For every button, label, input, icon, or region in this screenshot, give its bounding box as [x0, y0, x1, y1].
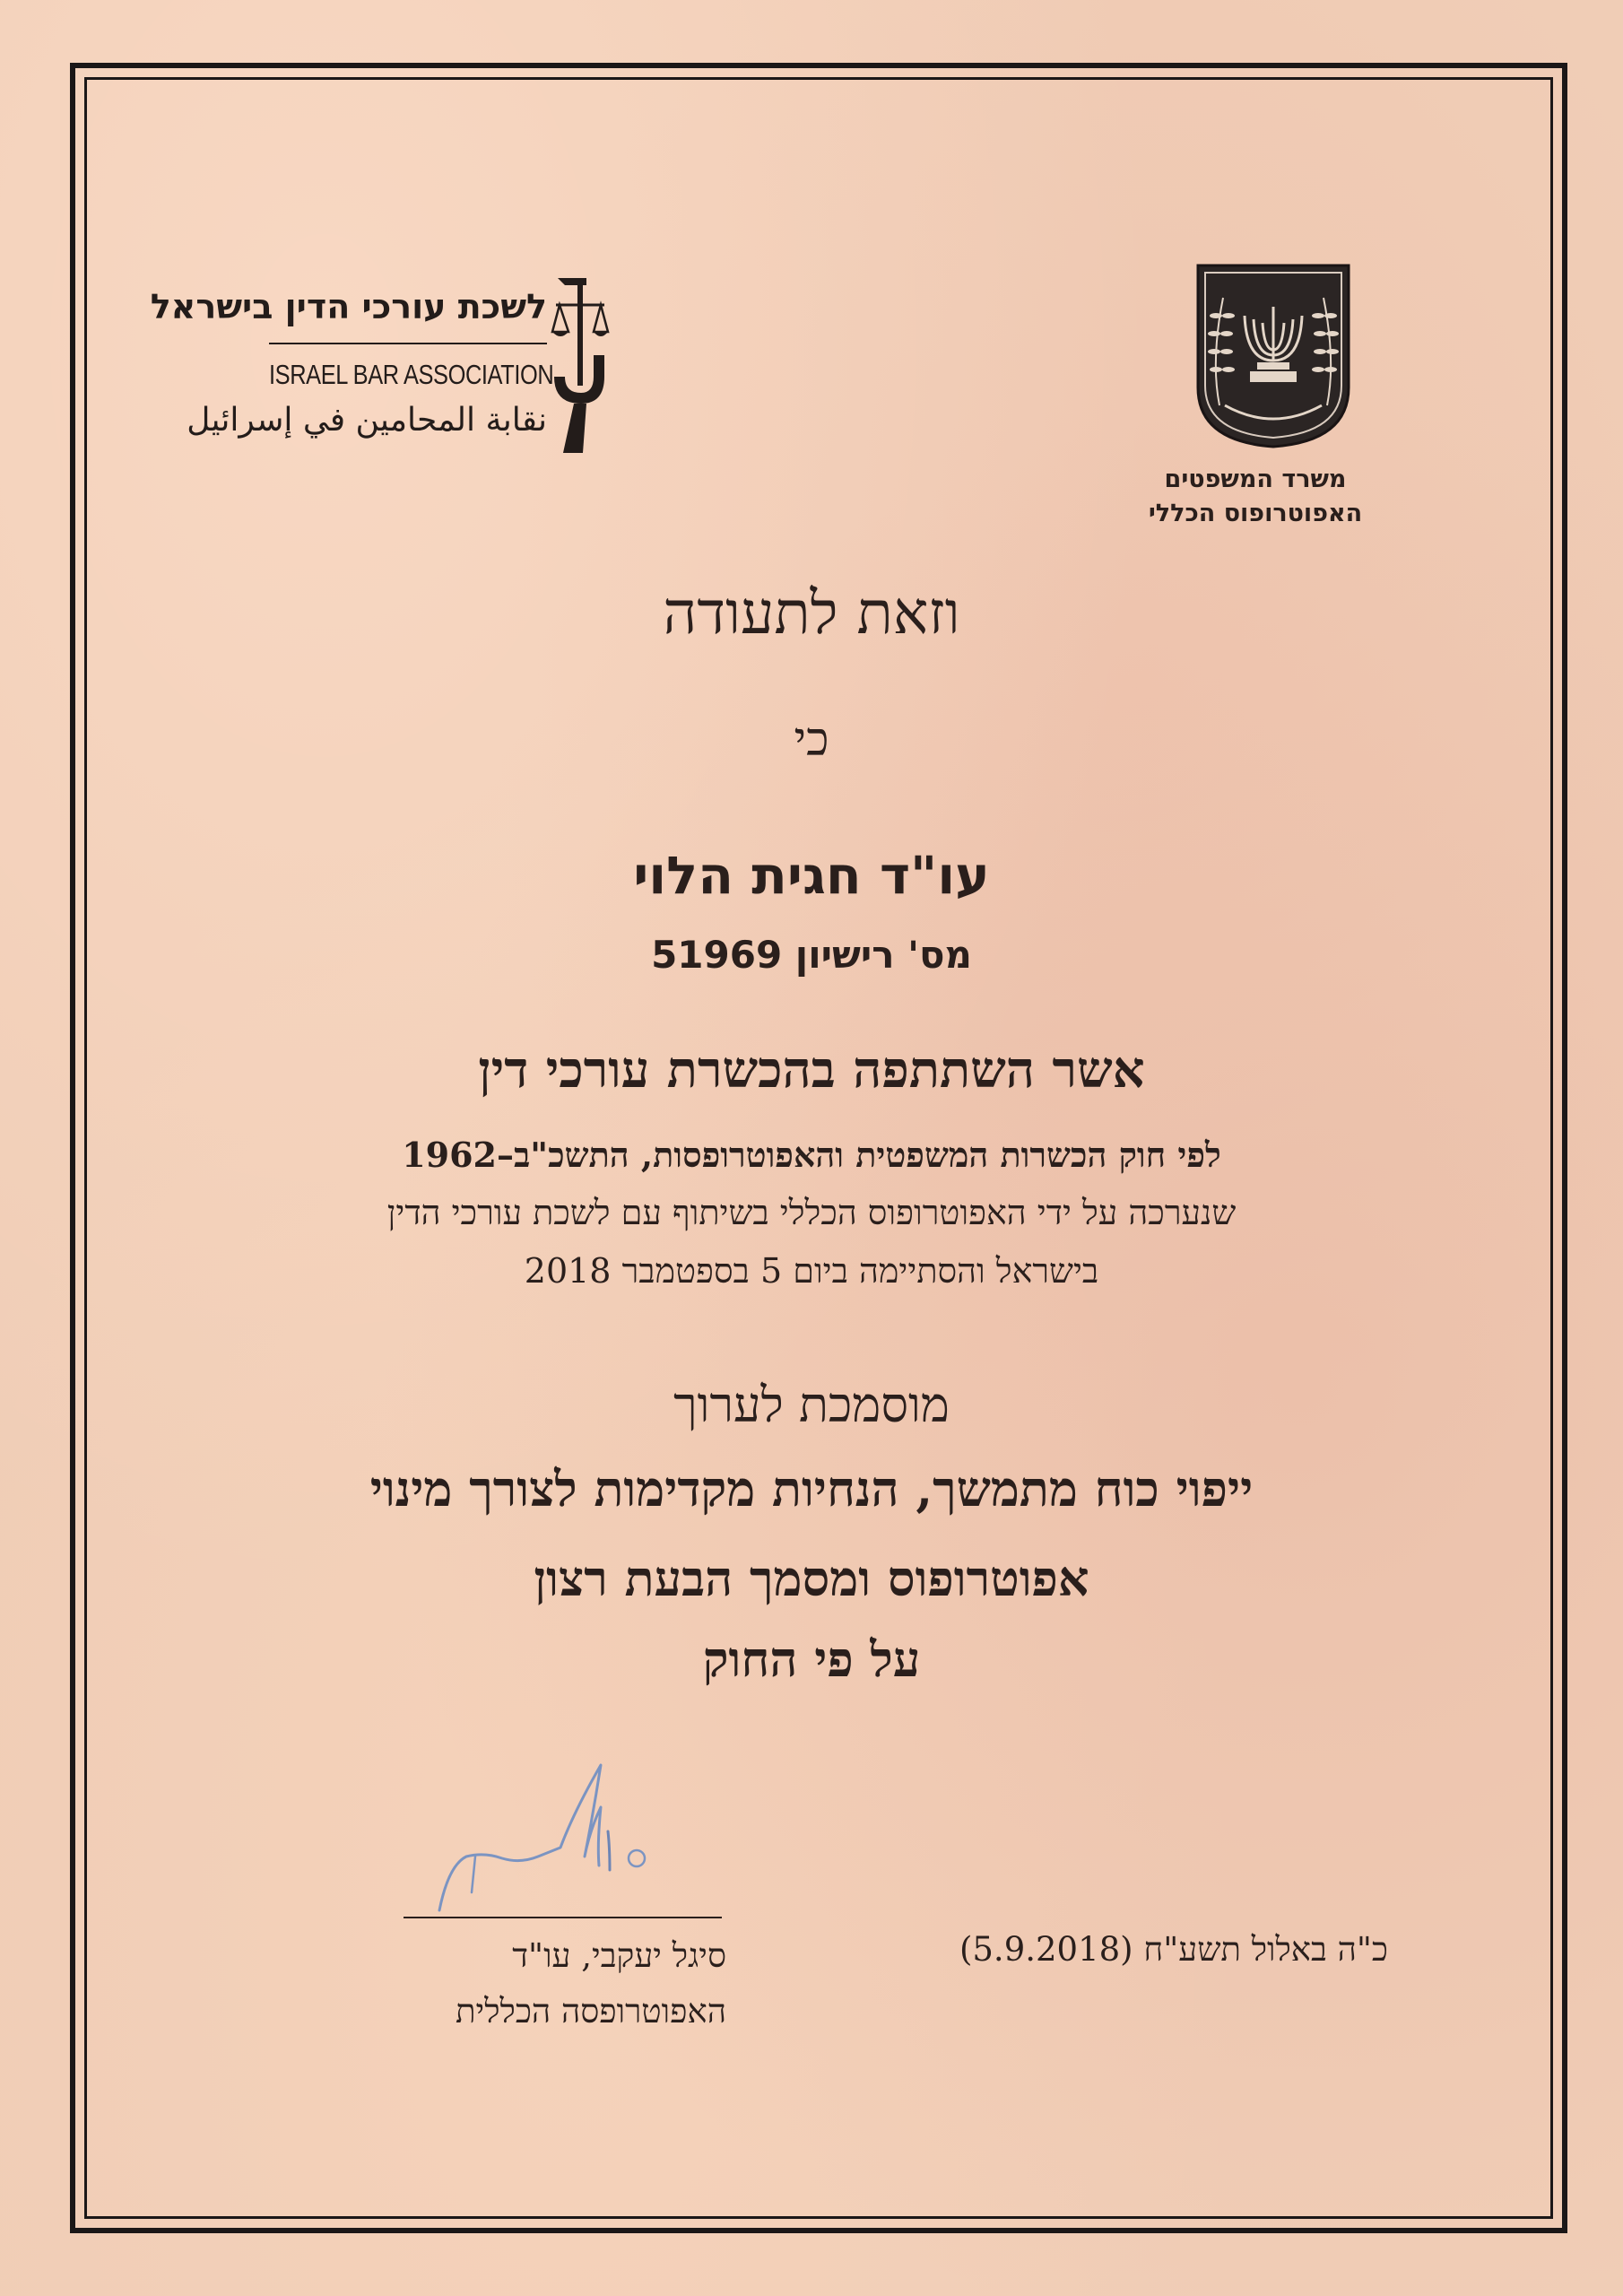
signer-title: האפוטרופסה הכללית — [455, 1992, 726, 2031]
issue-date: כ"ה באלול תשע"ח (5.9.2018) — [959, 1930, 1388, 1969]
organizer-statement: שנערכה על ידי האפוטרופוס הכללי בשיתוף עם לשכת עורכי הדין — [386, 1193, 1237, 1232]
bar-association-logo — [150, 269, 610, 466]
certificate-title: וזאת לתעודה — [663, 578, 960, 648]
ministry-department: האפוטרופוס הכללי — [1148, 500, 1363, 527]
signer-name: סיגל יעקבי, עו"ד — [512, 1936, 726, 1975]
participation-statement: אשר השתתפה בהכשרת עורכי דין — [478, 1040, 1145, 1100]
powers-line-3: על פי החוק — [702, 1631, 921, 1688]
scales-of-justice-icon — [551, 269, 610, 457]
handwritten-signature — [386, 1758, 744, 1919]
bar-logo-divider — [269, 343, 547, 344]
bar-name-english: ISRAEL BAR ASSOCIATION — [269, 359, 554, 390]
signer-block — [188, 1928, 726, 2039]
state-emblem-icon — [1193, 262, 1354, 450]
recipient-name: עו"ד חגית הלוי — [633, 845, 990, 906]
certificate-ki: כי — [794, 713, 829, 767]
license-number: מס' רישיון 51969 — [651, 933, 972, 977]
bar-name-arabic: نقابة المحامين في إسرائيل — [187, 402, 547, 439]
law-reference: לפי חוק הכשרות המשפטית והאפוטרופסות, התשכ"ב–1962 — [402, 1135, 1221, 1175]
ministry-name: משרד המשפטים — [1164, 465, 1347, 493]
completion-date-statement: בישראל והסתיימה ביום 5 בספטמבר 2018 — [524, 1251, 1099, 1291]
ministry-caption — [1112, 463, 1399, 531]
authorization-heading: מוסמכת לערוך — [673, 1377, 950, 1433]
bar-name-hebrew: לשכת עורכי הדין בישראל — [150, 287, 547, 326]
powers-line-1: ייפוי כוח מתמשך, הנחיות מקדימות לצורך מינוי — [369, 1460, 1254, 1518]
powers-line-2: אפוטרופוס ומסמך הבעת רצון — [534, 1550, 1089, 1607]
signature-line — [404, 1917, 722, 1918]
